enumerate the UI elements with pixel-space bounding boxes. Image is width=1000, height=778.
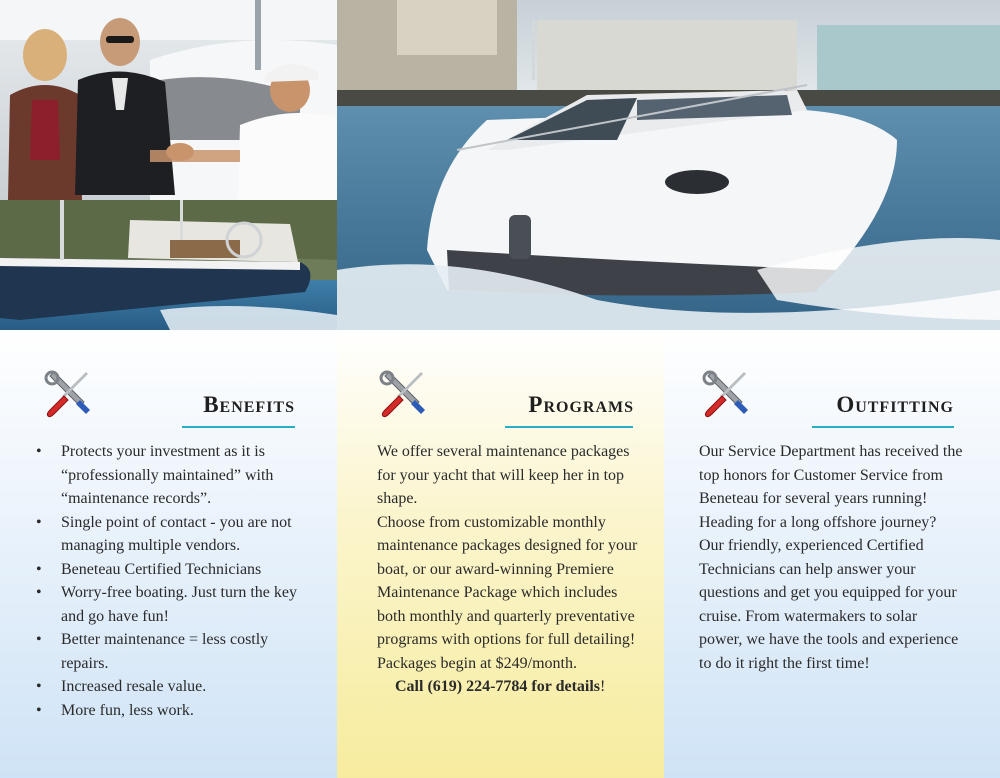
benefit-text: Protects your investment as it is “professionally maintained” with “maintenance records”.	[61, 443, 274, 507]
list-item	[36, 558, 306, 582]
list-item	[36, 699, 306, 723]
benefits-column	[0, 330, 337, 778]
heading-rule	[812, 426, 954, 428]
list-item	[36, 581, 306, 628]
programs-heading: Programs	[528, 392, 634, 417]
outfitting-paragraph: Our Service Department has received the top honors for Customer Service from Beneteau for several years running!	[699, 443, 963, 507]
sailboat-photo	[0, 200, 337, 350]
outfitting-paragraph: Heading for a long offshore journey? Our friendly, experienced Certified Technicians can help answer your questions and get you equipped for your cruise. From watermakers to solar power, we have the tools and experience to do it right the first time!	[699, 513, 959, 672]
benefit-text: Worry-free boating. Just turn the key and go have fun!	[61, 584, 297, 625]
bullet: •	[36, 678, 42, 695]
bullet: •	[36, 443, 42, 460]
outfitting-column	[664, 330, 1000, 778]
heading-rule	[182, 426, 295, 428]
programs-paragraph: We offer several maintenance packages for your yacht that will keep her in top shape.	[377, 443, 630, 507]
bullet: •	[36, 701, 42, 719]
programs-column	[337, 330, 664, 778]
list-item	[36, 675, 306, 699]
benefits-list	[36, 440, 306, 722]
programs-body	[377, 440, 647, 699]
wrench-screwdriver-icon	[42, 368, 92, 418]
benefit-text: Increased resale value.	[61, 678, 207, 695]
outfitting-body	[699, 440, 964, 675]
list-item	[36, 511, 306, 558]
benefit-text: Better maintenance = less costly repairs.	[61, 631, 269, 672]
call-suffix: !	[600, 678, 606, 695]
motoryacht-photo	[337, 0, 1000, 350]
list-item	[36, 440, 306, 511]
benefit-text: Beneteau Certified Technicians	[61, 560, 262, 578]
programs-paragraph: Choose from customizable monthly maintenance packages designed for your boat, or our award-winning Premiere Maintenance Package which includes both monthly and quarterly preventative programs with options for full detailing! Packages begin at $249/month.	[377, 513, 638, 672]
benefit-text: More fun, less work.	[61, 701, 194, 719]
call-line	[377, 675, 647, 699]
outfitting-heading: Outfitting	[836, 392, 954, 417]
handshake-photo	[0, 0, 337, 200]
benefits-heading: Benefits	[203, 392, 295, 417]
bullet: •	[36, 513, 42, 531]
bullet: •	[36, 560, 42, 578]
wrench-screwdriver-icon	[377, 368, 427, 418]
list-item	[36, 628, 306, 675]
benefit-text: Single point of contact - you are not managing multiple vendors.	[61, 513, 292, 554]
bullet: •	[36, 584, 42, 601]
phone-call-text: Call (619) 224-7784 for details	[395, 678, 601, 695]
bullet: •	[36, 631, 42, 648]
heading-rule	[505, 426, 633, 428]
wrench-screwdriver-icon	[700, 368, 750, 418]
